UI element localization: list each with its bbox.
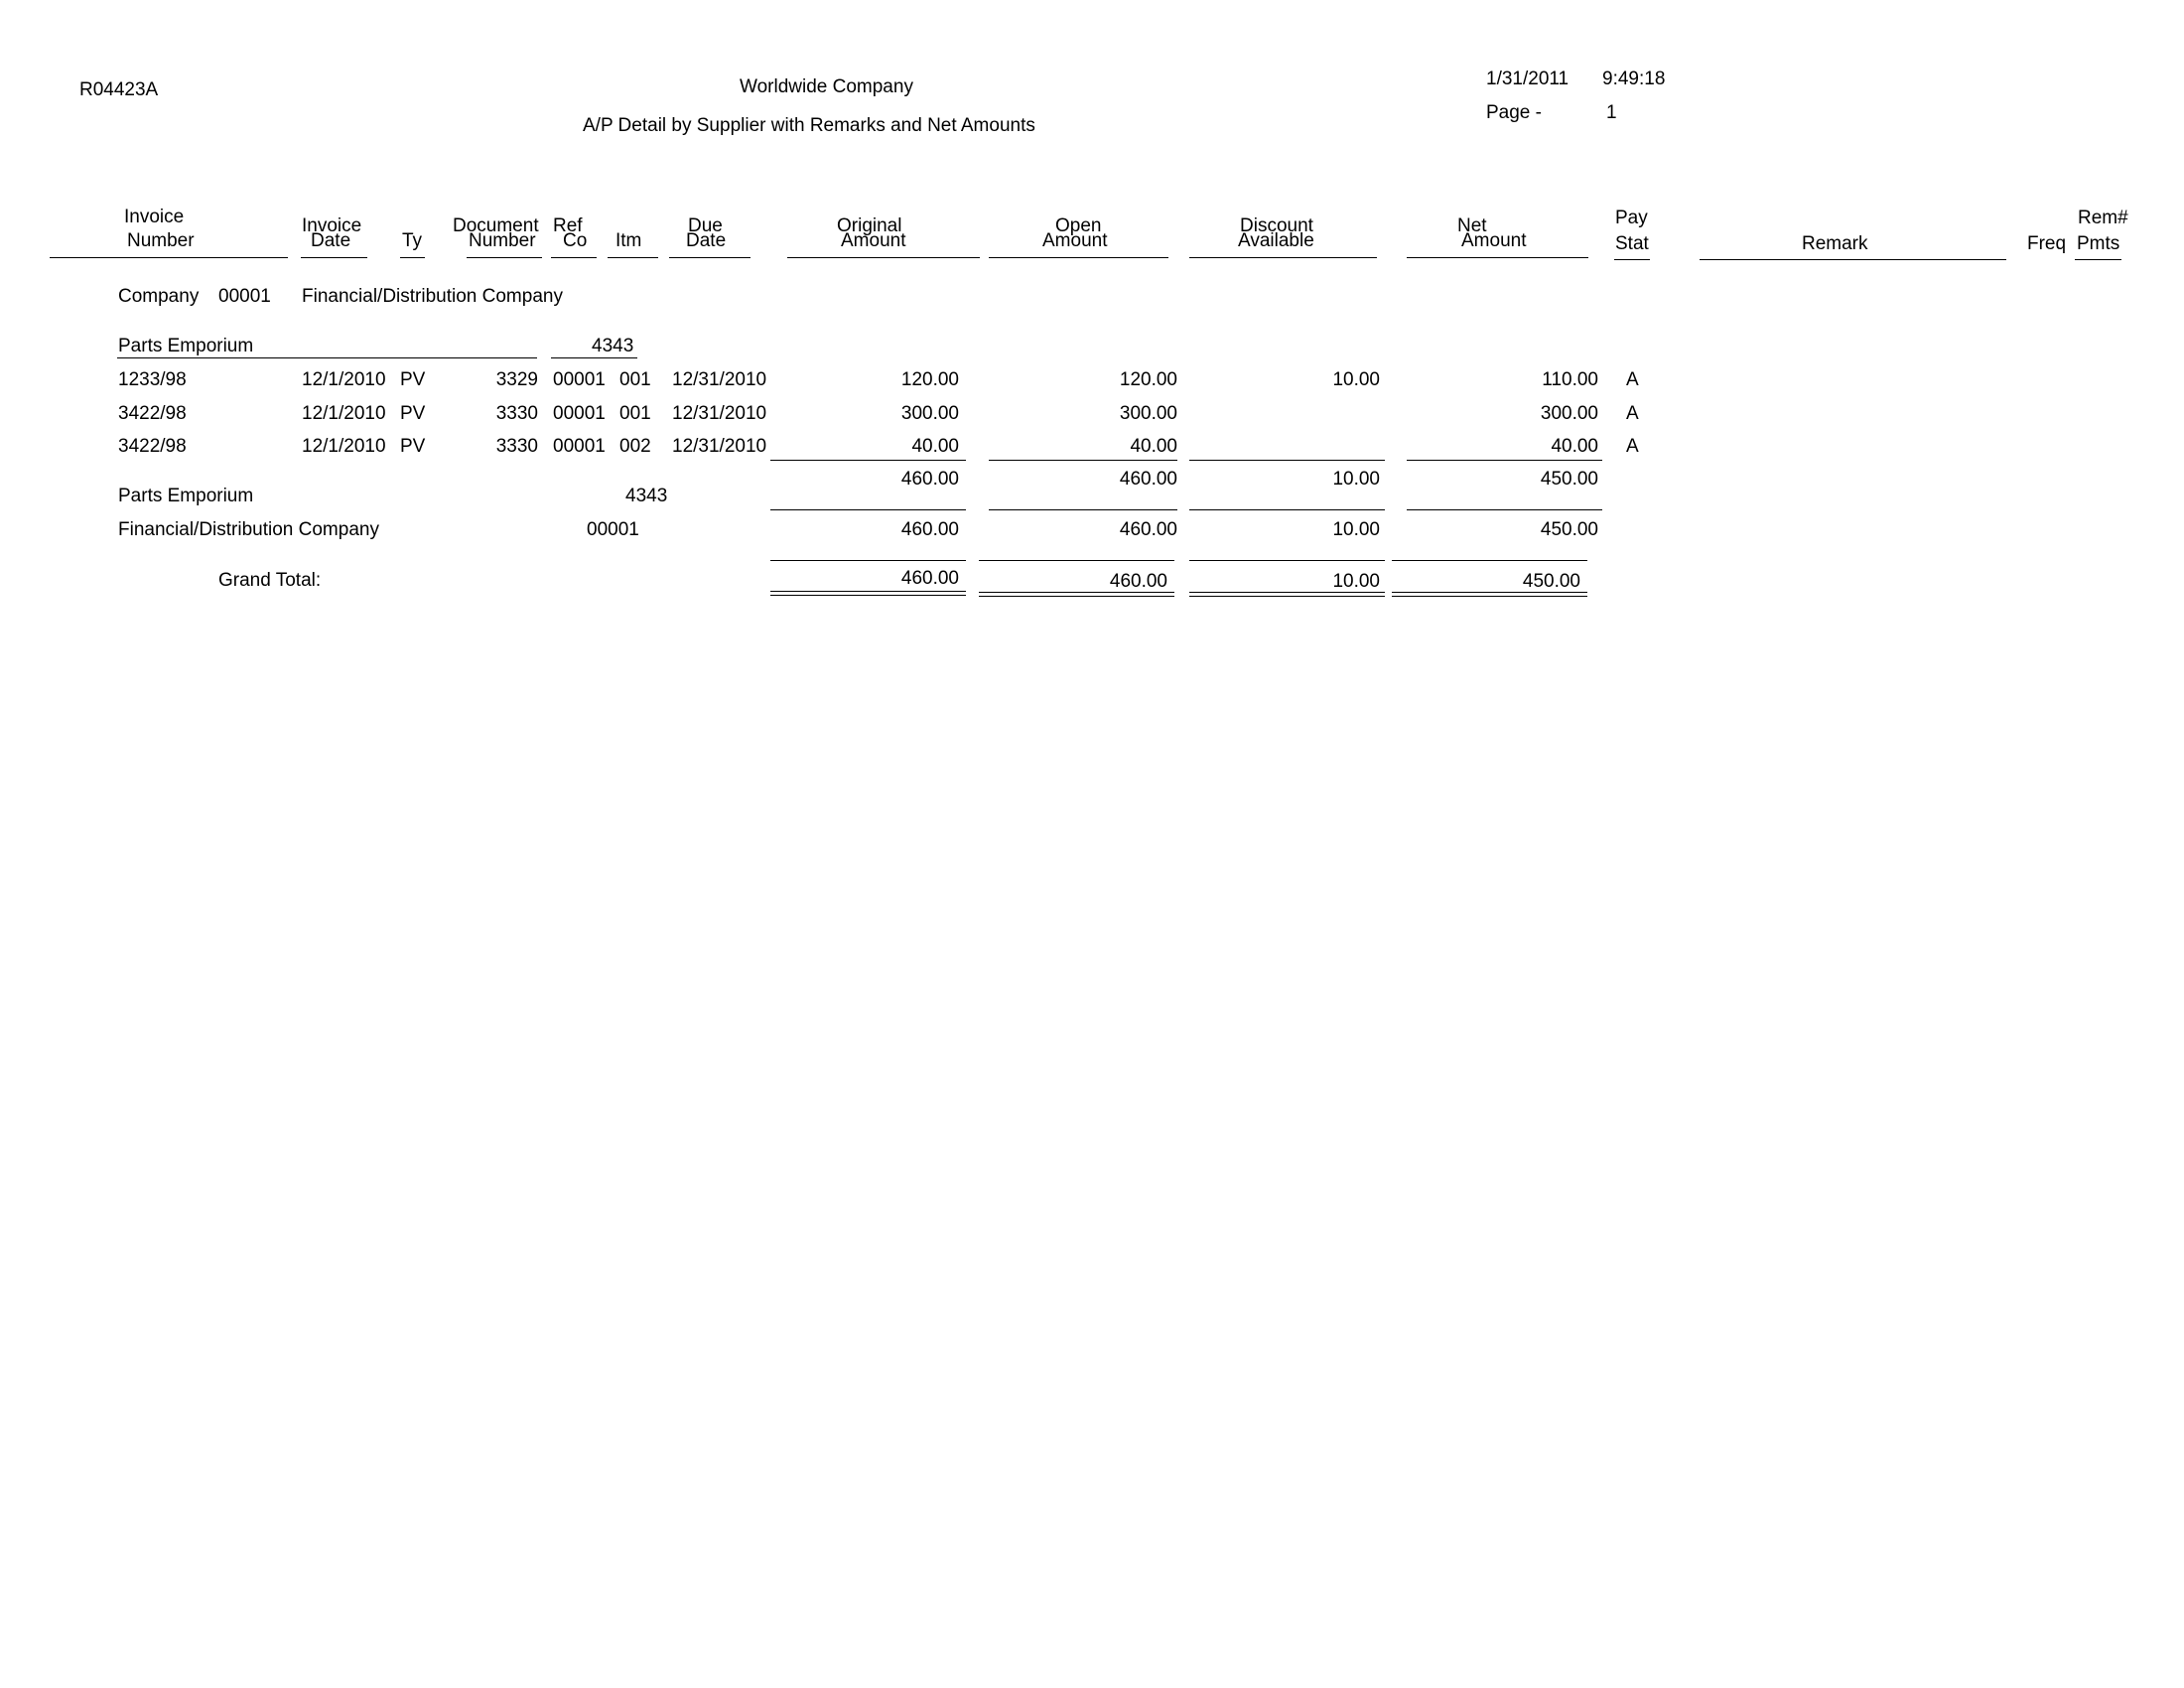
net-amount: 110.00 xyxy=(1542,369,1598,390)
doc-type: PV xyxy=(400,369,426,390)
grand-total-net: 450.00 xyxy=(1522,571,1580,592)
invoice-date: 12/1/2010 xyxy=(302,436,386,457)
doc-type: PV xyxy=(400,403,426,424)
item-number: 002 xyxy=(619,436,651,457)
company-label: Company xyxy=(118,286,200,307)
original-amount: 40.00 xyxy=(911,436,959,457)
pay-status: A xyxy=(1626,369,1639,390)
ref-company: 00001 xyxy=(553,369,606,390)
invoice-number: 3422/98 xyxy=(118,403,187,424)
original-amount: 120.00 xyxy=(900,369,959,390)
report-time: 9:49:18 xyxy=(1602,69,1666,89)
discount-available: 10.00 xyxy=(1332,369,1380,390)
open-amount: 300.00 xyxy=(1119,403,1177,424)
page-number: 1 xyxy=(1606,102,1617,123)
open-amount: 120.00 xyxy=(1119,369,1177,390)
ref-company: 00001 xyxy=(553,436,606,457)
report-title: A/P Detail by Supplier with Remarks and Net Amounts xyxy=(583,115,1035,136)
document-number: 3330 xyxy=(495,403,538,424)
report-date: 1/31/2011 xyxy=(1486,69,1570,89)
invoice-date: 12/1/2010 xyxy=(302,369,386,390)
company-name: Worldwide Company xyxy=(740,76,913,97)
invoice-number: 1233/98 xyxy=(118,369,187,390)
invoice-date: 12/1/2010 xyxy=(302,403,386,424)
report-id: R04423A xyxy=(79,79,159,100)
supplier-number: 4343 xyxy=(592,336,634,356)
doc-type: PV xyxy=(400,436,426,457)
column-header-remark: Remark xyxy=(1802,233,1868,254)
company-code: 00001 xyxy=(218,286,271,307)
supplier-total-name: Parts Emporium xyxy=(118,486,254,506)
company-total-open: 460.00 xyxy=(1119,519,1177,540)
column-header-ty: Ty xyxy=(402,230,423,251)
supplier-total-discount: 10.00 xyxy=(1332,469,1380,490)
item-number: 001 xyxy=(619,369,651,390)
supplier-total-original: 460.00 xyxy=(900,469,959,490)
company-total-original: 460.00 xyxy=(900,519,959,540)
column-header-itm: Itm xyxy=(615,230,642,251)
grand-total-open: 460.00 xyxy=(1109,571,1167,592)
invoice-number: 3422/98 xyxy=(118,436,187,457)
due-date: 12/31/2010 xyxy=(672,436,767,457)
due-date: 12/31/2010 xyxy=(672,369,767,390)
supplier-total-number: 4343 xyxy=(625,486,668,506)
supplier-total-open: 460.00 xyxy=(1119,469,1177,490)
ref-company: 00001 xyxy=(553,403,606,424)
due-date: 12/31/2010 xyxy=(672,403,767,424)
net-amount: 40.00 xyxy=(1551,436,1598,457)
open-amount: 40.00 xyxy=(1130,436,1177,457)
net-amount: 300.00 xyxy=(1540,403,1598,424)
company-total-name: Financial/Distribution Company xyxy=(118,519,379,540)
page-label: Page - xyxy=(1486,102,1542,123)
company-total-net: 450.00 xyxy=(1540,519,1598,540)
supplier-name: Parts Emporium xyxy=(118,336,254,356)
company-full-name: Financial/Distribution Company xyxy=(302,286,563,307)
grand-total-discount: 10.00 xyxy=(1332,571,1380,592)
supplier-total-net: 450.00 xyxy=(1540,469,1598,490)
company-total-discount: 10.00 xyxy=(1332,519,1380,540)
original-amount: 300.00 xyxy=(900,403,959,424)
grand-total-original: 460.00 xyxy=(900,568,959,589)
company-total-code: 00001 xyxy=(587,519,639,540)
item-number: 001 xyxy=(619,403,651,424)
pay-status: A xyxy=(1626,403,1639,424)
column-header-freq: Freq xyxy=(2027,233,2067,254)
grand-total-label: Grand Total: xyxy=(218,570,322,591)
pay-status: A xyxy=(1626,436,1639,457)
document-number: 3329 xyxy=(495,369,538,390)
document-number: 3330 xyxy=(495,436,538,457)
